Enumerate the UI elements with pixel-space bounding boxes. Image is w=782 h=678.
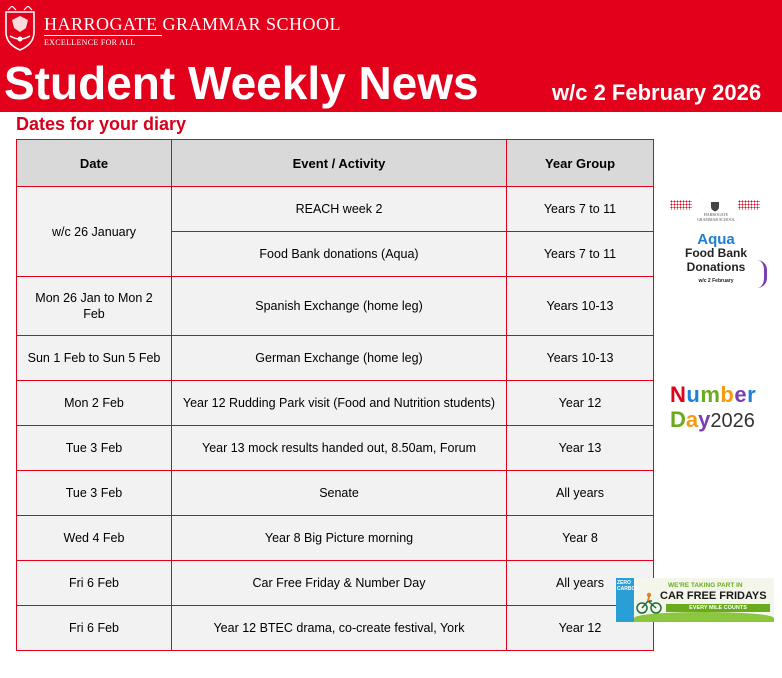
number-day-letter: y (698, 407, 711, 432)
event-cell: REACH week 2 (172, 187, 507, 232)
number-day-day-text (670, 407, 710, 432)
number-day-letter: m (700, 382, 721, 407)
date-cell: Wed 4 Feb (17, 516, 172, 561)
aqua-date: w/c 2 February (698, 278, 734, 284)
table-row (17, 516, 654, 561)
year-group-cell: Year 12 (507, 606, 654, 651)
year-group-cell: Year 12 (507, 381, 654, 426)
year-group-cell: All years (507, 471, 654, 516)
date-cell: Fri 6 Feb (17, 606, 172, 651)
event-cell: German Exchange (home leg) (172, 336, 507, 381)
table-row (17, 561, 654, 606)
number-day-year: 2026 (710, 410, 755, 432)
car-free-fridays-banner (616, 578, 774, 622)
column-header-event: Event / Activity (172, 140, 507, 187)
aqua-heading: Aqua (697, 231, 735, 248)
aqua-line-food-bank: Food Bank (685, 246, 747, 260)
decorative-swirl (756, 260, 767, 288)
table-row (17, 277, 654, 336)
table-header-row (17, 140, 654, 187)
event-cell: Car Free Friday & Number Day (172, 561, 507, 606)
number-day-letter: u (686, 382, 701, 407)
date-cell: Tue 3 Feb (17, 471, 172, 516)
date-cell: Tue 3 Feb (17, 426, 172, 471)
year-group-cell: Years 7 to 11 (507, 187, 654, 232)
number-day-word-day (670, 407, 755, 433)
table-row (17, 471, 654, 516)
aqua-food-bank-image (668, 198, 764, 290)
year-group-cell: Year 13 (507, 426, 654, 471)
column-header-date: Date (17, 140, 172, 187)
date-cell: w/c 26 January (17, 187, 172, 277)
school-crest-icon (709, 200, 721, 212)
table-row (17, 336, 654, 381)
year-group-cell: Year 8 (507, 516, 654, 561)
year-group-cell: All years (507, 561, 654, 606)
table-row (17, 381, 654, 426)
date-cell: Sun 1 Feb to Sun 5 Feb (17, 336, 172, 381)
number-day-letter: a (685, 407, 699, 432)
event-cell: Year 12 Rudding Park visit (Food and Nutrition students) (172, 381, 507, 426)
date-cell: Mon 2 Feb (17, 381, 172, 426)
cyclist-icon (636, 592, 662, 614)
school-crest-icon (2, 6, 38, 52)
event-cell: Senate (172, 471, 507, 516)
section-heading: Dates for your diary (16, 114, 187, 134)
table-row (17, 187, 654, 232)
number-day-letter: D (670, 407, 686, 432)
aqua-subheading (668, 246, 764, 274)
year-group-cell: Years 7 to 11 (507, 232, 654, 277)
zero-carbon-strip (616, 578, 639, 622)
year-group-cell: Years 10-13 (507, 277, 654, 336)
number-day-letter: N (670, 382, 687, 407)
year-group-cell: Years 10-13 (507, 336, 654, 381)
aqua-line-donations: Donations (686, 260, 746, 274)
number-day-logo (670, 382, 774, 442)
table-row (17, 606, 654, 651)
school-motto: EXCELLENCE FOR ALL (44, 38, 136, 47)
event-cell: Spanish Exchange (home leg) (172, 277, 507, 336)
event-cell: Food Bank donations (Aqua) (172, 232, 507, 277)
school-name-divider (44, 35, 162, 36)
number-day-letter: b (720, 382, 735, 407)
newsletter-title: Student Weekly News (4, 57, 479, 109)
header-banner (0, 0, 782, 112)
number-day-word-number (670, 382, 756, 408)
number-day-letter: e (734, 382, 748, 407)
number-day-letter: r (747, 382, 757, 407)
event-cell: Year 12 BTEC drama, co-create festival, York (172, 606, 507, 651)
event-cell: Year 13 mock results handed out, 8.50am, Forum (172, 426, 507, 471)
column-header-year-group: Year Group (507, 140, 654, 187)
date-cell: Fri 6 Feb (17, 561, 172, 606)
zero-carbon-text: ZERO CARBON (617, 580, 639, 592)
date-cell: Mon 26 Jan to Mon 2 Feb (17, 277, 172, 336)
car-free-line-1: WE'RE TAKING PART IN (668, 582, 743, 589)
car-free-line-3: EVERY MILE COUNTS (666, 604, 770, 612)
aqua-school-name: HARROGATE GRAMMAR SCHOOL (696, 212, 736, 222)
car-free-line-2: CAR FREE FRIDAYS (660, 590, 767, 602)
week-commencing-label: w/c 2 February 2026 (552, 80, 762, 105)
event-cell: Year 8 Big Picture morning (172, 516, 507, 561)
decorative-hill (634, 612, 774, 622)
diary-table (16, 139, 654, 651)
decorative-dots (670, 200, 692, 210)
school-name: HARROGATE GRAMMAR SCHOOL (44, 14, 342, 34)
decorative-dots (738, 200, 760, 210)
table-row (17, 426, 654, 471)
